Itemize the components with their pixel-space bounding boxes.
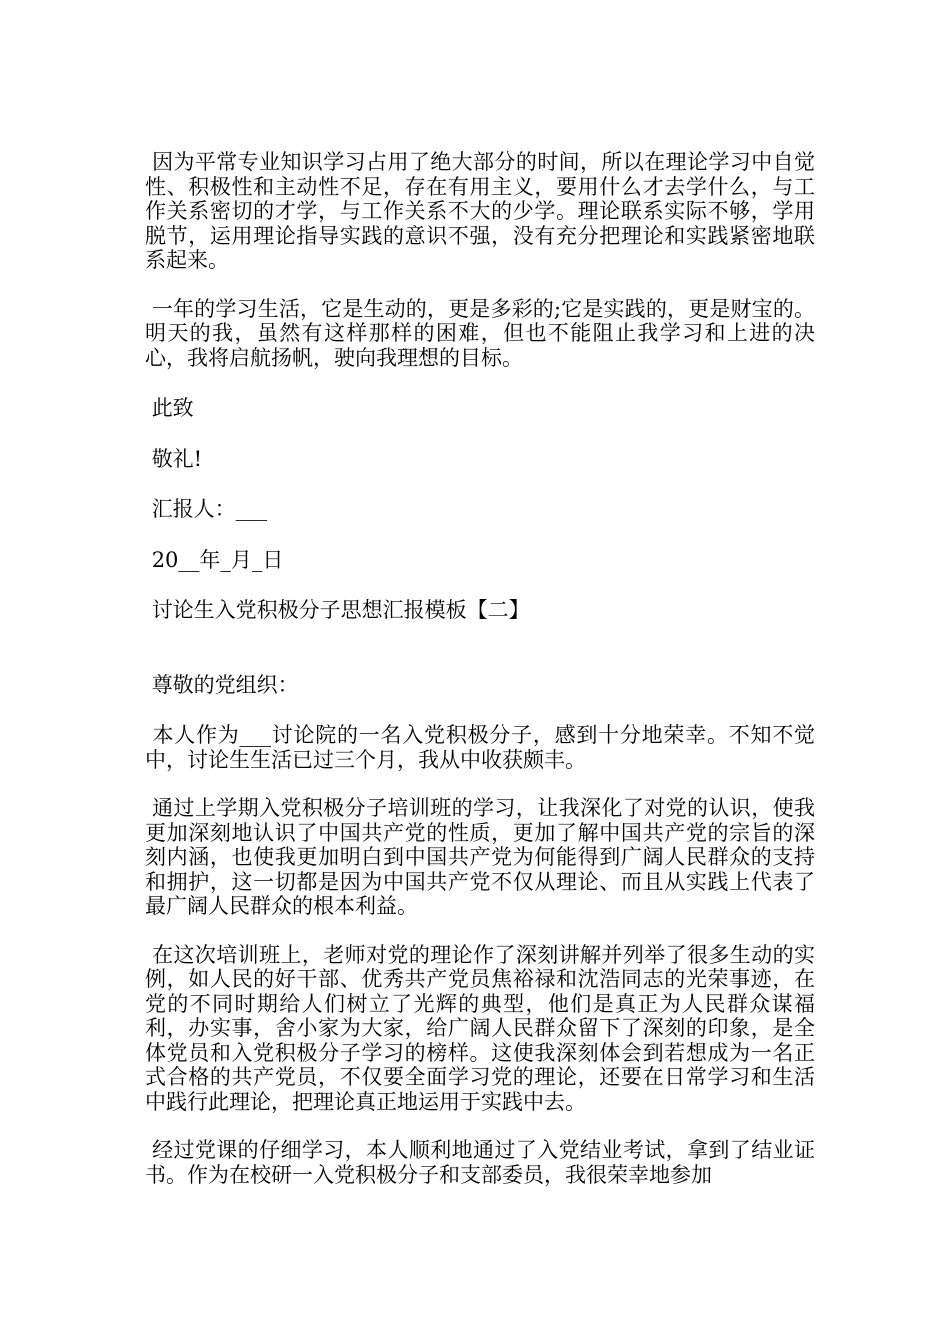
section-title: 讨论生入党积极分子思想汇报模板【二】 (145, 598, 530, 622)
closing-salutation: 此致 (145, 396, 194, 420)
paragraph-year-summary: 一年的学习生活，它是生动的，更是多彩的;它是实践的，更是财宝的。明天的我，虽然有这样那样的困难，但也不能阻止我学习和上进的决心，我将启航扬帆，驶向我理想的目标。 (145, 296, 815, 370)
reporter-signature-line: 汇报人：___ (145, 497, 268, 521)
paragraph-exam-result: 经过党课的仔细学习，本人顺利地通过了入党结业考试，拿到了结业证书。作为在校研一入党积极分子和支部委员，我很荣幸地参加 (145, 1138, 815, 1187)
paragraph-introduction: 本人作为___讨论院的一名入党积极分子，感到十分地荣幸。不知不觉中，讨论生生活已过三个月，我从中收获颇丰。 (145, 723, 815, 772)
closing-regards: 敬礼! (145, 446, 203, 471)
paragraph-training-class: 通过上学期入党积极分子培训班的学习，让我深化了对党的认识，使我更加深刻地认识了中国共产党的性质，更加了解中国共产党的宗旨的深刻内涵，也使我更加明白到中国共产党为何能得到广阔人民群众的支持和拥护，这一切都是因为中国共产党不仅从理论、而且从实践上代表了最广阔人民群众的根本利益。 (145, 796, 815, 918)
paragraph-study-shortcomings: 因为平常专业知识学习占用了绝大部分的时间，所以在理论学习中自觉性、积极性和主动性不足，存在有用主义，要用什么才去学什么，与工作关系密切的才学，与工作关系不大的少学。理论联系实际不够，学用脱节，运用理论指导实践的意识不强，没有充分把理论和实践紧密地联系起来。 (145, 150, 815, 272)
salutation-line: 尊敬的党组织： (145, 672, 299, 697)
paragraph-training-examples: 在这次培训班上，老师对党的理论作了深刻讲解并列举了很多生动的实例，如人民的好干部、优秀共产党员焦裕禄和沈浩同志的光荣事迹，在党的不同时期给人们树立了光辉的典型，他们是真正为人民群众谋福利，办实事，舍小家为大家，给广阔人民群众留下了深刻的印象，是全体党员和入党积极分子学习的榜样。这使我深刻体会到若想成为一名正式合格的共产党员，不仅要全面学习党的理论，还要在日常学习和生活中践行此理论，把理论真正地运用于实践中去。 (145, 942, 815, 1114)
document-body (145, 150, 815, 1187)
report-date-line: 20__年_月_日 (145, 547, 284, 572)
